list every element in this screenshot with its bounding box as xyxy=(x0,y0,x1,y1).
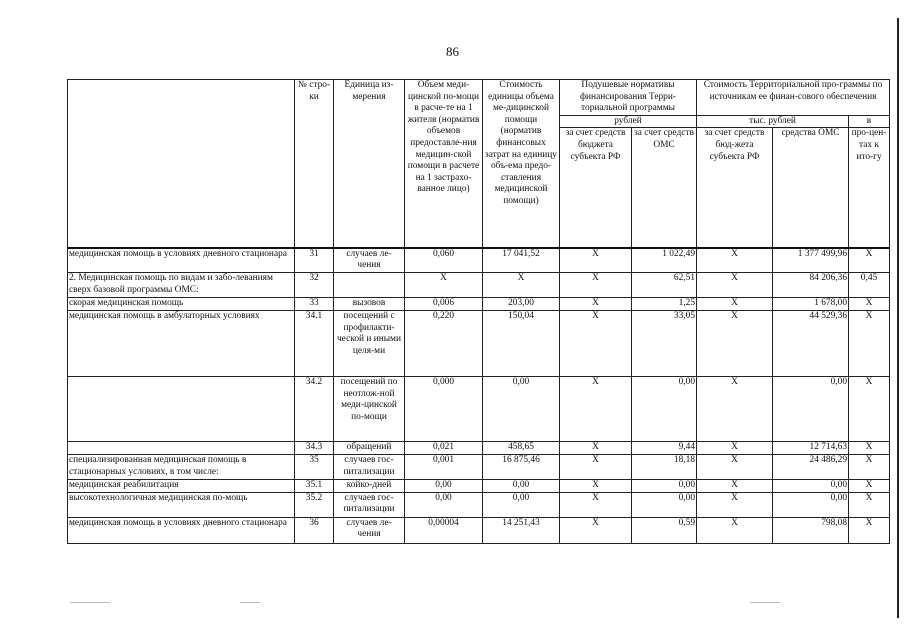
row-cost: 458,65 xyxy=(483,441,560,454)
row-pc-oms: 0,00 xyxy=(632,479,697,492)
row-pct: X xyxy=(849,298,890,311)
row-total-oms: 0,00 xyxy=(773,479,849,492)
row-total-budget: X xyxy=(697,517,773,543)
header-total-cost: Стоимость Территориальной про-граммы по источникам ее финан-сового обеспечения xyxy=(697,80,890,116)
row-pct: X xyxy=(849,441,890,454)
row-cost: 150,04 xyxy=(483,310,560,376)
row-unit: случаев ле-чения xyxy=(334,517,405,543)
table-row xyxy=(68,454,890,479)
table-row xyxy=(68,441,890,454)
scan-speck xyxy=(750,602,780,603)
table-row xyxy=(68,310,890,376)
header-volume: Объем меди-цинской по-мощи в расче-те на 1 жителя (норматив объемов предоставле-ния медицин-ской помощи в расчете на 1 застрахо-ванное лицо) xyxy=(405,80,483,248)
row-total-budget: X xyxy=(697,273,773,298)
row-unit: посещений с профилакти-ческой и иными целя-ми xyxy=(334,310,405,376)
table-row xyxy=(68,517,890,543)
row-number: 35.1 xyxy=(295,479,334,492)
header-total-pct-unit: в xyxy=(849,115,890,128)
scan-speck xyxy=(240,602,260,603)
row-pc-budget: X xyxy=(560,454,632,479)
header-per-capita-oms: за счет средств ОМС xyxy=(632,128,697,248)
row-total-oms: 0,00 xyxy=(773,492,849,517)
row-pc-budget: X xyxy=(560,376,632,441)
row-number: 32 xyxy=(295,273,334,298)
row-total-oms: 1 678,00 xyxy=(773,298,849,311)
row-volume: 0,00 xyxy=(405,492,483,517)
row-pc-oms: 9,44 xyxy=(632,441,697,454)
row-pc-oms: 18,18 xyxy=(632,454,697,479)
row-total-oms: 44 529,36 xyxy=(773,310,849,376)
row-name: медицинская помощь в условиях дневного стационара xyxy=(68,517,295,543)
row-unit: койко-дней xyxy=(334,479,405,492)
row-cost: 14 251,43 xyxy=(483,517,560,543)
row-cost: 17 041,52 xyxy=(483,248,560,273)
row-pc-budget: X xyxy=(560,248,632,273)
row-name: скорая медицинская помощь xyxy=(68,298,295,311)
header-per-capita: Подушевые нормативы финансирования Терри-ториальной программы xyxy=(560,80,697,116)
row-pc-budget: X xyxy=(560,298,632,311)
row-pc-budget: X xyxy=(560,273,632,298)
row-pc-budget: X xyxy=(560,310,632,376)
row-number: 34.1 xyxy=(295,310,334,376)
row-number: 36 xyxy=(295,517,334,543)
row-cost: 0,00 xyxy=(483,376,560,441)
header-total-unit: тыс. рублей xyxy=(697,115,849,128)
row-pc-oms: 1 022,49 xyxy=(632,248,697,273)
row-pct: X xyxy=(849,517,890,543)
row-name: медицинская помощь в условиях дневного стационара xyxy=(68,248,295,273)
row-unit: вызовов xyxy=(334,298,405,311)
row-total-budget: X xyxy=(697,248,773,273)
row-volume: 0,001 xyxy=(405,454,483,479)
row-volume: 0,00004 xyxy=(405,517,483,543)
row-name: высокотехнологичная медицинская по-мощь xyxy=(68,492,295,517)
table-row xyxy=(68,273,890,298)
row-name xyxy=(68,441,295,454)
row-volume: 0,006 xyxy=(405,298,483,311)
scan-edge-line xyxy=(897,18,899,618)
data-table xyxy=(67,79,890,544)
header-cost: Стоимость единицы объема ме-дицинской помощи (норматив финансовых затрат на единицу объ-ема предо-ставления медицинской помощи) xyxy=(483,80,560,248)
table-row xyxy=(68,376,890,441)
row-pct: X xyxy=(849,492,890,517)
table-row xyxy=(68,298,890,311)
row-number: 31 xyxy=(295,248,334,273)
row-total-oms: 0,00 xyxy=(773,376,849,441)
header-name-cell xyxy=(68,80,295,248)
row-total-budget: X xyxy=(697,298,773,311)
row-number: 35.2 xyxy=(295,492,334,517)
row-unit: посещений по неотлож-ной меди-цинской по-мощи xyxy=(334,376,405,441)
row-pct: X xyxy=(849,376,890,441)
page-number: 86 xyxy=(446,44,459,59)
row-pct: X xyxy=(849,248,890,273)
row-cost: X xyxy=(483,273,560,298)
row-pc-budget: X xyxy=(560,441,632,454)
row-pct: X xyxy=(849,454,890,479)
row-cost: 16 875,46 xyxy=(483,454,560,479)
header-per-capita-budget: за счет средств бюджета субъекта РФ xyxy=(560,128,632,248)
row-name: специализированная медицинская помощь в стационарных условиях, в том числе: xyxy=(68,454,295,479)
row-pct: X xyxy=(849,310,890,376)
row-volume: 0,000 xyxy=(405,376,483,441)
row-total-oms: 12 714,63 xyxy=(773,441,849,454)
row-cost: 0,00 xyxy=(483,479,560,492)
row-unit: случаев ле-чения xyxy=(334,248,405,273)
row-total-budget: X xyxy=(697,441,773,454)
row-unit xyxy=(334,273,405,298)
row-unit: обращений xyxy=(334,441,405,454)
row-pc-oms: 1,25 xyxy=(632,298,697,311)
header-per-capita-unit: рублей xyxy=(560,115,697,128)
row-pct: X xyxy=(849,479,890,492)
row-pc-oms: 0,59 xyxy=(632,517,697,543)
row-volume: 0,060 xyxy=(405,248,483,273)
row-name: 2. Медицинская помощь по видам и забо-леваниям сверх базовой программы ОМС: xyxy=(68,273,295,298)
row-volume: 0,021 xyxy=(405,441,483,454)
header-row-number: № стро-ки xyxy=(295,80,334,248)
header-total-budget: за счет средств бюд-жета субъекта РФ xyxy=(697,128,773,248)
row-pc-oms: 33,05 xyxy=(632,310,697,376)
row-pc-budget: X xyxy=(560,517,632,543)
row-total-budget: X xyxy=(697,479,773,492)
row-total-oms: 1 377 499,96 xyxy=(773,248,849,273)
row-number: 35 xyxy=(295,454,334,479)
table-row xyxy=(68,248,890,273)
row-unit: случаев гос-питализации xyxy=(334,492,405,517)
row-total-oms: 84 206,36 xyxy=(773,273,849,298)
row-total-oms: 798,08 xyxy=(773,517,849,543)
row-cost: 203,00 xyxy=(483,298,560,311)
row-volume: 0,220 xyxy=(405,310,483,376)
row-volume: X xyxy=(405,273,483,298)
header-total-oms: средства ОМС xyxy=(773,128,849,248)
header-total-pct: про-цен-тах к ито-гу xyxy=(849,128,890,248)
row-name xyxy=(68,376,295,441)
row-pc-oms: 62,51 xyxy=(632,273,697,298)
row-number: 33 xyxy=(295,298,334,311)
row-number: 34.3 xyxy=(295,441,334,454)
row-pc-oms: 0,00 xyxy=(632,492,697,517)
row-cost: 0,00 xyxy=(483,492,560,517)
row-pct: 0,45 xyxy=(849,273,890,298)
row-pc-budget: X xyxy=(560,492,632,517)
scan-speck xyxy=(70,602,110,603)
header-unit: Единица из-мерения xyxy=(334,80,405,248)
row-pc-budget: X xyxy=(560,479,632,492)
header-row xyxy=(68,80,890,116)
row-total-budget: X xyxy=(697,492,773,517)
row-volume: 0,00 xyxy=(405,479,483,492)
row-number: 34.2 xyxy=(295,376,334,441)
row-unit: случаев гос-питализации xyxy=(334,454,405,479)
row-total-budget: X xyxy=(697,310,773,376)
table-row xyxy=(68,492,890,517)
row-total-budget: X xyxy=(697,376,773,441)
row-name: медицинская помощь в амбулаторных условиях xyxy=(68,310,295,376)
table-row xyxy=(68,479,890,492)
row-name: медицинская реабилитация xyxy=(68,479,295,492)
row-total-budget: X xyxy=(697,454,773,479)
row-pc-oms: 0,00 xyxy=(632,376,697,441)
row-total-oms: 24 486,29 xyxy=(773,454,849,479)
